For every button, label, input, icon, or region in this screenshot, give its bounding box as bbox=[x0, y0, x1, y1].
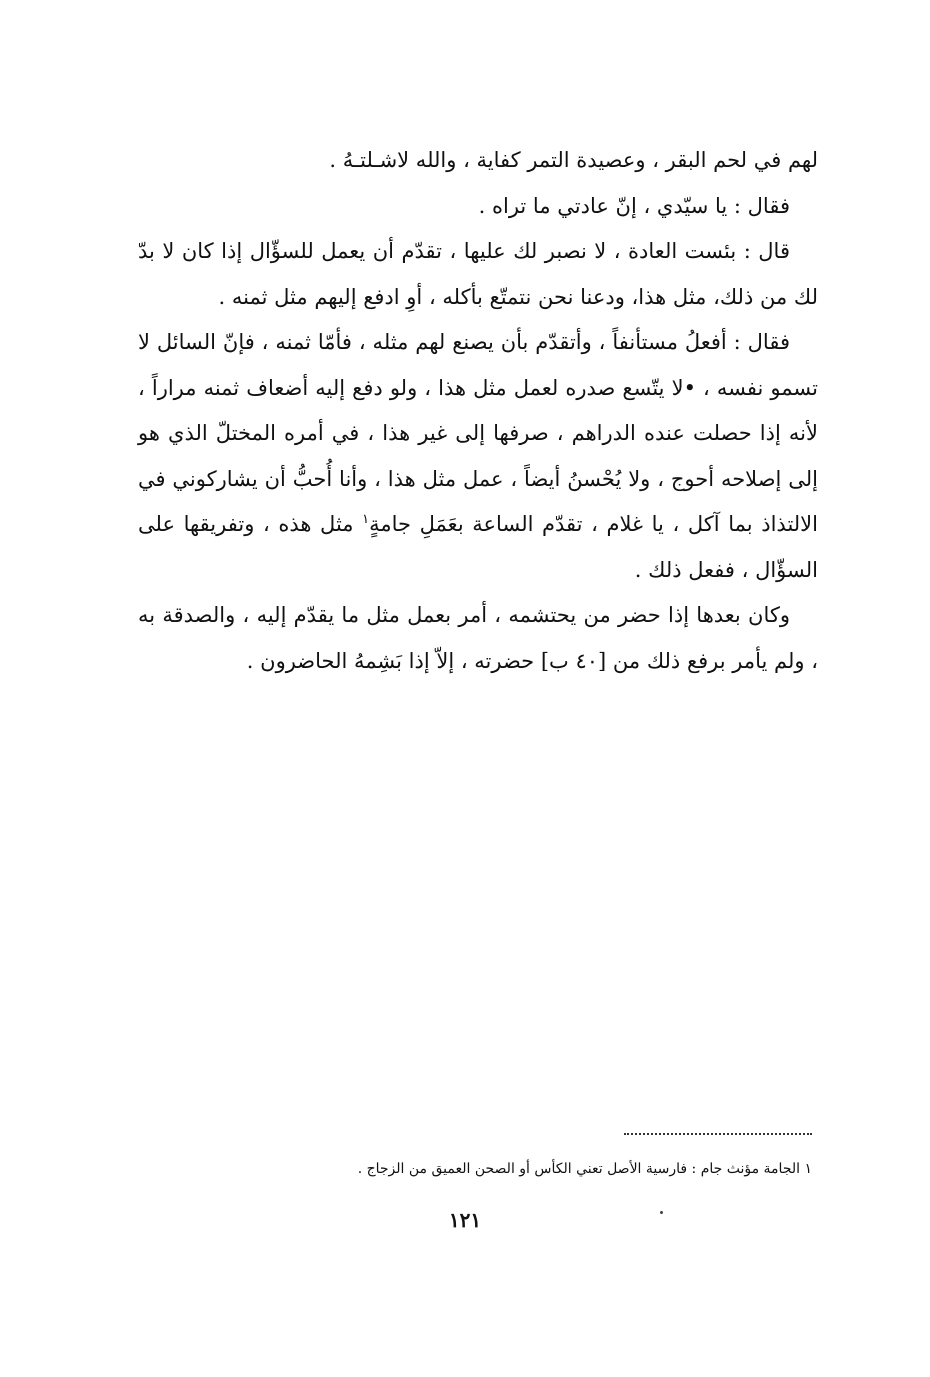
footnote: ١ الجامة مؤنث جام : فارسية الأصل تعني الكأس أو الصحن العميق من الزجاج . bbox=[357, 1161, 812, 1177]
paragraph-2: فقال : يا سيّدي ، إنّ عادتي ما تراه . bbox=[478, 193, 790, 218]
footnote-marker: ١ bbox=[362, 512, 370, 527]
paragraph-4-text: فقال : أفعلُ مستأنفاً ، وأتقدّم بأن يصنع لهم مثله ، فأمّا ثمنه ، فإنّ السائل لا تسمو نفسه ، •لا يتّسع صدره لعمل مثل هذا ، ولو دفع إليه أضعاف ثمنه مراراً ، لأنه إذا حصلت عنده الدراهم ، صرفها إلى غير هذا ، في أمره المختلّ الذي هو إلى إصلاحه أحوج ، ولا يُحْسنُ أيضاً ، عمل مثل هذا ، وأنا أُحبُّ أن يشاركوني في الالتذاذ بما آكل ، يا غلام ، تقدّم الساعة بعَمَلِ جامةٍ bbox=[138, 330, 818, 536]
paragraph-4 bbox=[138, 320, 818, 593]
page-number: ١٢١ bbox=[448, 1208, 482, 1232]
paragraph-1: لهم في لحم البقر ، وعصيدة التمر كفاية ، والله لاشـلتـهُ . bbox=[329, 148, 818, 172]
footnote-separator bbox=[624, 1133, 812, 1135]
paragraph-5: وكان بعدها إذا حضر من يحتشمه ، أمر بعمل مثل ما يقدّم إليه ، والصدقة به ، ولم يأمر برفع ذلك من [٤٠ ب] حضرته ، إلاّ إذا بَشِمهُ الحاضرون . bbox=[138, 603, 818, 673]
main-text bbox=[138, 138, 818, 684]
scan-speck bbox=[660, 1211, 663, 1214]
paragraph-3: قال : بئست العادة ، لا نصبر لك عليها ، تقدّم أن يعمل للسؤّال إذا كان لا بدّ لك من ذلك، مثل هذا، ودعنا نحن نتمتّع بأكله ، أوِ ادفع إليهم مثل ثمنه . bbox=[138, 239, 818, 309]
paragraph-4-text-after: مثل هذه ، وتفريقها على السؤّال ، ففعل ذلك . bbox=[138, 512, 818, 582]
